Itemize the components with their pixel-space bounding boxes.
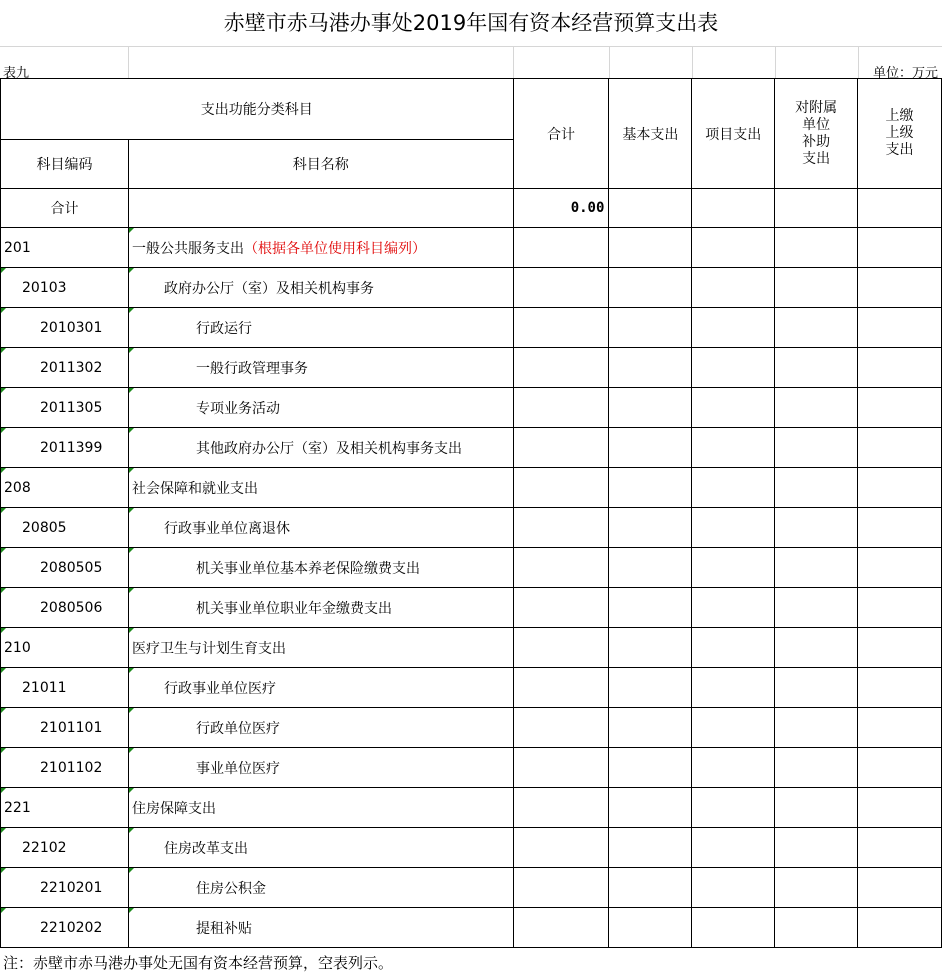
cell (513, 668, 609, 708)
table-row (1, 748, 942, 788)
table-row (1, 468, 942, 508)
cell (692, 868, 775, 908)
row-name (128, 348, 513, 388)
table-row (1, 308, 942, 348)
cell (775, 189, 858, 228)
cell (692, 748, 775, 788)
row-name (128, 708, 513, 748)
row-code: 2101102 (1, 748, 129, 788)
cell (609, 588, 692, 628)
cell (513, 628, 609, 668)
row-code: 210 (1, 628, 129, 668)
row-name-text: 住房保障支出 (131, 800, 216, 817)
header-subsidy (775, 79, 858, 189)
row-name (128, 908, 513, 948)
row-name-text: 行政运行 (195, 320, 252, 337)
row-name-text: 专项业务活动 (195, 400, 280, 417)
cell (513, 588, 609, 628)
row-name-text: 事业单位医疗 (195, 760, 280, 777)
cell (775, 628, 858, 668)
cell (513, 388, 609, 428)
cell (775, 268, 858, 308)
cell (609, 308, 692, 348)
cell (692, 788, 775, 828)
cell (775, 828, 858, 868)
cell (609, 189, 692, 228)
cell (692, 628, 775, 668)
row-code: 2080505 (1, 548, 129, 588)
cell (513, 228, 609, 268)
gridline (692, 46, 693, 78)
cell (858, 348, 942, 388)
cell (692, 348, 775, 388)
cell (609, 828, 692, 868)
cell (692, 468, 775, 508)
total-row-label: 合计 (1, 189, 129, 228)
row-name (128, 308, 513, 348)
cell (513, 308, 609, 348)
cell (692, 308, 775, 348)
cell (609, 348, 692, 388)
cell (609, 868, 692, 908)
table-row (1, 708, 942, 748)
table-row (1, 788, 942, 828)
cell (609, 628, 692, 668)
cell (692, 548, 775, 588)
cell (609, 788, 692, 828)
cell (692, 268, 775, 308)
cell (609, 268, 692, 308)
row-name-text: 一般公共服务支出 (131, 240, 244, 257)
cell (513, 868, 609, 908)
header-basic: 基本支出 (609, 79, 692, 189)
cell (775, 788, 858, 828)
cell (858, 228, 942, 268)
cell (858, 468, 942, 508)
cell (513, 428, 609, 468)
table-row (1, 348, 942, 388)
gridline (128, 46, 129, 78)
row-name-text: 机关事业单位基本养老保险缴费支出 (195, 560, 420, 577)
cell (692, 708, 775, 748)
cell (775, 748, 858, 788)
cell (858, 548, 942, 588)
table-row (1, 388, 942, 428)
cell (775, 588, 858, 628)
header-subsidy-line: 单位 (802, 116, 831, 133)
row-code: 201 (1, 228, 129, 268)
cell (858, 428, 942, 468)
table-row (1, 588, 942, 628)
row-note: （根据各单位使用科目编列） (243, 240, 426, 257)
row-code: 221 (1, 788, 129, 828)
cell (609, 748, 692, 788)
cell (609, 668, 692, 708)
cell (609, 468, 692, 508)
header-total: 合计 (513, 79, 609, 189)
row-code: 20103 (1, 268, 129, 308)
cell (858, 788, 942, 828)
cell (513, 828, 609, 868)
row-name (128, 508, 513, 548)
header-name: 科目名称 (128, 140, 513, 189)
row-code: 2011305 (1, 388, 129, 428)
cell (858, 828, 942, 868)
cell (609, 708, 692, 748)
cell (858, 508, 942, 548)
row-code: 2101101 (1, 708, 129, 748)
row-code: 208 (1, 468, 129, 508)
unit-label: 单位：万元 (872, 66, 938, 81)
header-remit-line: 支出 (885, 142, 914, 158)
header-remit (858, 79, 942, 189)
row-name-text: 其他政府办公厅（室）及相关机构事务支出 (195, 440, 462, 457)
cell (513, 748, 609, 788)
cell (609, 228, 692, 268)
gridline (609, 46, 610, 78)
cell (775, 508, 858, 548)
row-name (128, 668, 513, 708)
table-row (1, 868, 942, 908)
cell (858, 588, 942, 628)
row-name (128, 588, 513, 628)
row-name-text: 行政事业单位离退休 (163, 520, 290, 537)
row-code: 22102 (1, 828, 129, 868)
gridline (513, 46, 514, 78)
row-name (128, 388, 513, 428)
row-name-text: 机关事业单位职业年金缴费支出 (195, 600, 392, 617)
total-row-value: 0.00 (513, 189, 609, 228)
table-row (1, 668, 942, 708)
row-code: 2210201 (1, 868, 129, 908)
row-code: 21011 (1, 668, 129, 708)
header-code: 科目编码 (1, 140, 129, 189)
header-remit-line: 上级 (885, 125, 914, 141)
cell (858, 748, 942, 788)
cell (858, 708, 942, 748)
cell (858, 189, 942, 228)
cell (775, 548, 858, 588)
cell (513, 708, 609, 748)
row-name-text: 一般行政管理事务 (195, 360, 308, 377)
header-project: 项目支出 (692, 79, 775, 189)
row-name (128, 748, 513, 788)
row-name-text: 行政事业单位医疗 (163, 680, 276, 697)
table-row (1, 428, 942, 468)
cell (513, 348, 609, 388)
table-row (1, 548, 942, 588)
row-code: 2010301 (1, 308, 129, 348)
cell (858, 628, 942, 668)
total-row-name (128, 189, 513, 228)
row-name (128, 788, 513, 828)
header-subsidy-line: 支出 (802, 150, 831, 167)
table-row (1, 268, 942, 308)
header-subsidy-line: 对附属 (795, 99, 838, 116)
page-title: 赤壁市赤马港办事处2019年国有资本经营预算支出表 (223, 11, 719, 35)
row-code: 2210202 (1, 908, 129, 948)
table-row (1, 228, 942, 268)
header-category-group: 支出功能分类科目 (1, 79, 514, 140)
row-code: 2080506 (1, 588, 129, 628)
cell (692, 908, 775, 948)
cell (692, 189, 775, 228)
row-name-text: 政府办公厅（室）及相关机构事务 (163, 280, 374, 297)
cell (513, 508, 609, 548)
cell (513, 268, 609, 308)
row-name-text: 提租补贴 (195, 920, 252, 937)
row-name (128, 468, 513, 508)
table-row (1, 908, 942, 948)
cell (775, 908, 858, 948)
row-code: 2011302 (1, 348, 129, 388)
budget-table (0, 78, 942, 948)
cell (692, 828, 775, 868)
row-name-text: 社会保障和就业支出 (131, 480, 258, 497)
row-code: 20805 (1, 508, 129, 548)
cell (609, 388, 692, 428)
row-name (128, 628, 513, 668)
table-row (1, 828, 942, 868)
cell (775, 308, 858, 348)
row-name (128, 868, 513, 908)
row-name (128, 428, 513, 468)
table-row (1, 628, 942, 668)
row-name-text: 住房公积金 (195, 880, 266, 897)
cell (858, 308, 942, 348)
table-row (1, 508, 942, 548)
cell (775, 468, 858, 508)
row-name (128, 228, 513, 268)
cell (609, 428, 692, 468)
cell (692, 508, 775, 548)
table-label: 表九 (3, 66, 30, 81)
cell (775, 708, 858, 748)
row-name-text: 行政单位医疗 (195, 720, 280, 737)
footnote: 注：赤壁市赤马港办事处无国有资本经营预算，空表列示。 (3, 954, 394, 972)
cell (692, 228, 775, 268)
cell (775, 428, 858, 468)
row-name (128, 548, 513, 588)
header-subsidy-line: 补助 (802, 133, 831, 150)
gridline (775, 46, 776, 78)
cell (775, 228, 858, 268)
cell (513, 468, 609, 508)
row-name (128, 828, 513, 868)
cell (858, 388, 942, 428)
row-name (128, 268, 513, 308)
row-name-text: 医疗卫生与计划生育支出 (131, 640, 286, 657)
cell (692, 388, 775, 428)
cell (692, 428, 775, 468)
row-code: 2011399 (1, 428, 129, 468)
cell (513, 548, 609, 588)
cell (609, 908, 692, 948)
cell (858, 268, 942, 308)
cell (775, 348, 858, 388)
cell (858, 668, 942, 708)
header-remit-line: 上缴 (885, 108, 914, 124)
cell (858, 868, 942, 908)
gridline (858, 46, 859, 78)
cell (513, 908, 609, 948)
cell (609, 548, 692, 588)
cell (775, 668, 858, 708)
cell (775, 868, 858, 908)
cell (609, 508, 692, 548)
row-name-text: 住房改革支出 (163, 840, 248, 857)
cell (692, 668, 775, 708)
gridline (0, 46, 942, 47)
cell (513, 788, 609, 828)
cell (858, 908, 942, 948)
cell (775, 388, 858, 428)
cell (692, 588, 775, 628)
